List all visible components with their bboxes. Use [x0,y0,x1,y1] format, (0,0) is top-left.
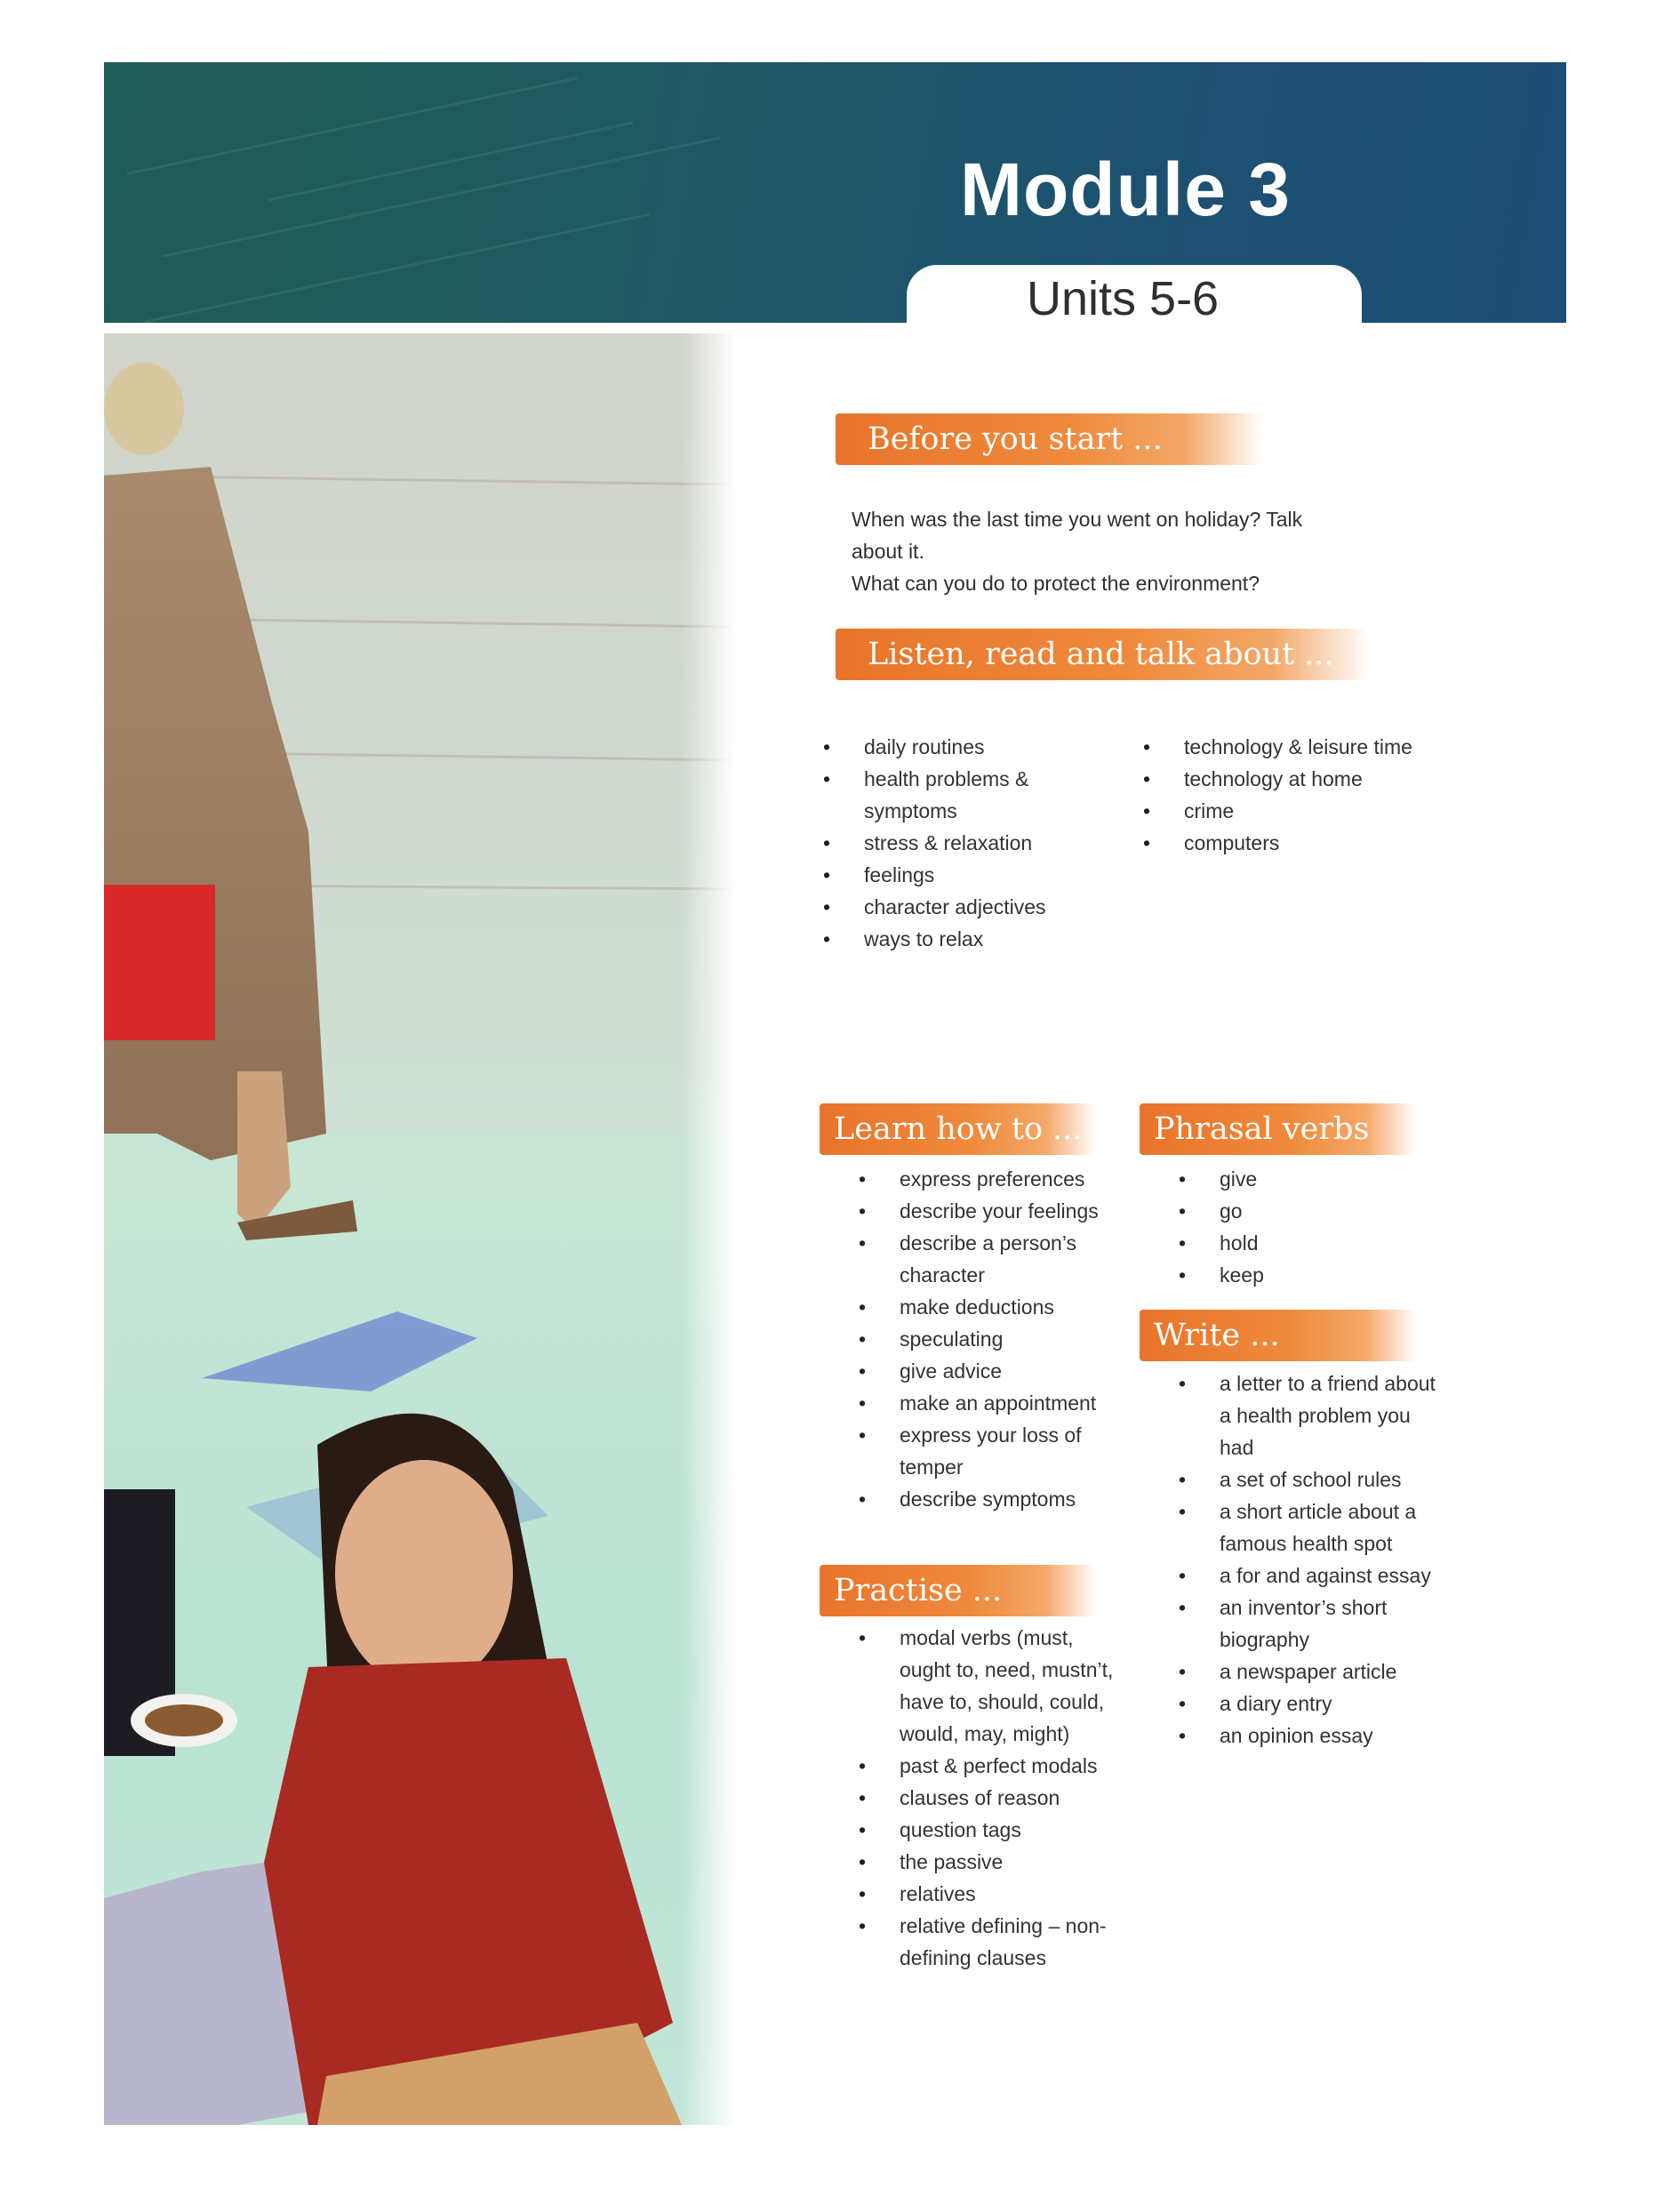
list-item: • daily routines [823,731,1108,763]
list-item: • a letter to a friend about a health problem you had [1179,1367,1445,1463]
list-item: • make an appointment [859,1387,1125,1419]
list-item: • stress & relaxation [823,827,1108,859]
list-item: • describe symptoms [859,1483,1125,1515]
learn-how-to-list [859,1163,1125,1515]
list-item: • hold [1179,1227,1410,1259]
section-heading-write: Write ... [1140,1310,1415,1361]
list-item: • a for and against essay [1179,1560,1445,1592]
section-heading-learn-how-to: Learn how to ... [820,1103,1095,1155]
list-item: • a newspaper article [1179,1656,1445,1688]
photo-fade [682,333,735,2125]
list-item: • clauses of reason [859,1782,1116,1814]
list-item: • keep [1179,1259,1410,1291]
listen-read-talk-list-1 [823,731,1108,955]
list-item: • describe your feelings [859,1195,1125,1227]
section-heading-phrasal-verbs: Phrasal verbs [1140,1103,1415,1155]
section-heading-practise: Practise ... [820,1565,1095,1616]
before-you-start-line-2: What can you do to protect the environment? [852,572,1260,595]
list-item: • a set of school rules [1179,1463,1445,1495]
list-item: • technology at home [1143,763,1481,795]
section-heading-listen-read-talk: Listen, read and talk about ... [836,629,1369,680]
list-item: • modal verbs (must, ought to, need, mustn’t, have to, should, could, would, may, might) [859,1622,1116,1750]
write-list [1179,1367,1445,1752]
cover-photo [104,333,735,2125]
list-item: • feelings [823,859,1108,891]
listen-read-talk-list-2 [1143,731,1481,859]
list-item: • past & perfect modals [859,1750,1116,1782]
list-item: • speculating [859,1323,1125,1355]
list-item: • technology & leisure time [1143,731,1481,763]
list-item: • give advice [859,1355,1125,1387]
module-title: Module 3 [960,148,1292,231]
list-item: • the passive [859,1846,1116,1878]
list-item: • go [1179,1195,1410,1227]
photo-illustration [104,333,735,2125]
list-item: • a short article about a famous health spot [1179,1495,1445,1560]
list-item: • express your loss of temper [859,1419,1125,1483]
list-item: • an inventor’s short biography [1179,1592,1445,1656]
list-item: • an opinion essay [1179,1720,1445,1752]
units-label: Units 5-6 [1027,272,1220,325]
list-item: • crime [1143,795,1481,827]
before-you-start-line-1: When was the last time you went on holiday? Talk about it. [852,508,1303,563]
list-item: • ways to relax [823,923,1108,955]
list-item: • give [1179,1163,1410,1195]
list-item: • health problems & symptoms [823,763,1108,827]
list-item: • make deductions [859,1291,1125,1323]
section-heading-before-you-start: Before you start ... [836,413,1262,465]
list-item: • computers [1143,827,1481,859]
list-item: • express preferences [859,1163,1125,1195]
practise-list [859,1622,1116,1974]
list-item: • relatives [859,1878,1116,1910]
list-item: • relative defining – non-defining clauses [859,1910,1116,1974]
list-item: • character adjectives [823,891,1108,923]
list-item: • describe a person’s character [859,1227,1125,1291]
phrasal-verbs-list [1179,1163,1410,1291]
list-item: • a diary entry [1179,1688,1445,1720]
list-item: • question tags [859,1814,1116,1846]
